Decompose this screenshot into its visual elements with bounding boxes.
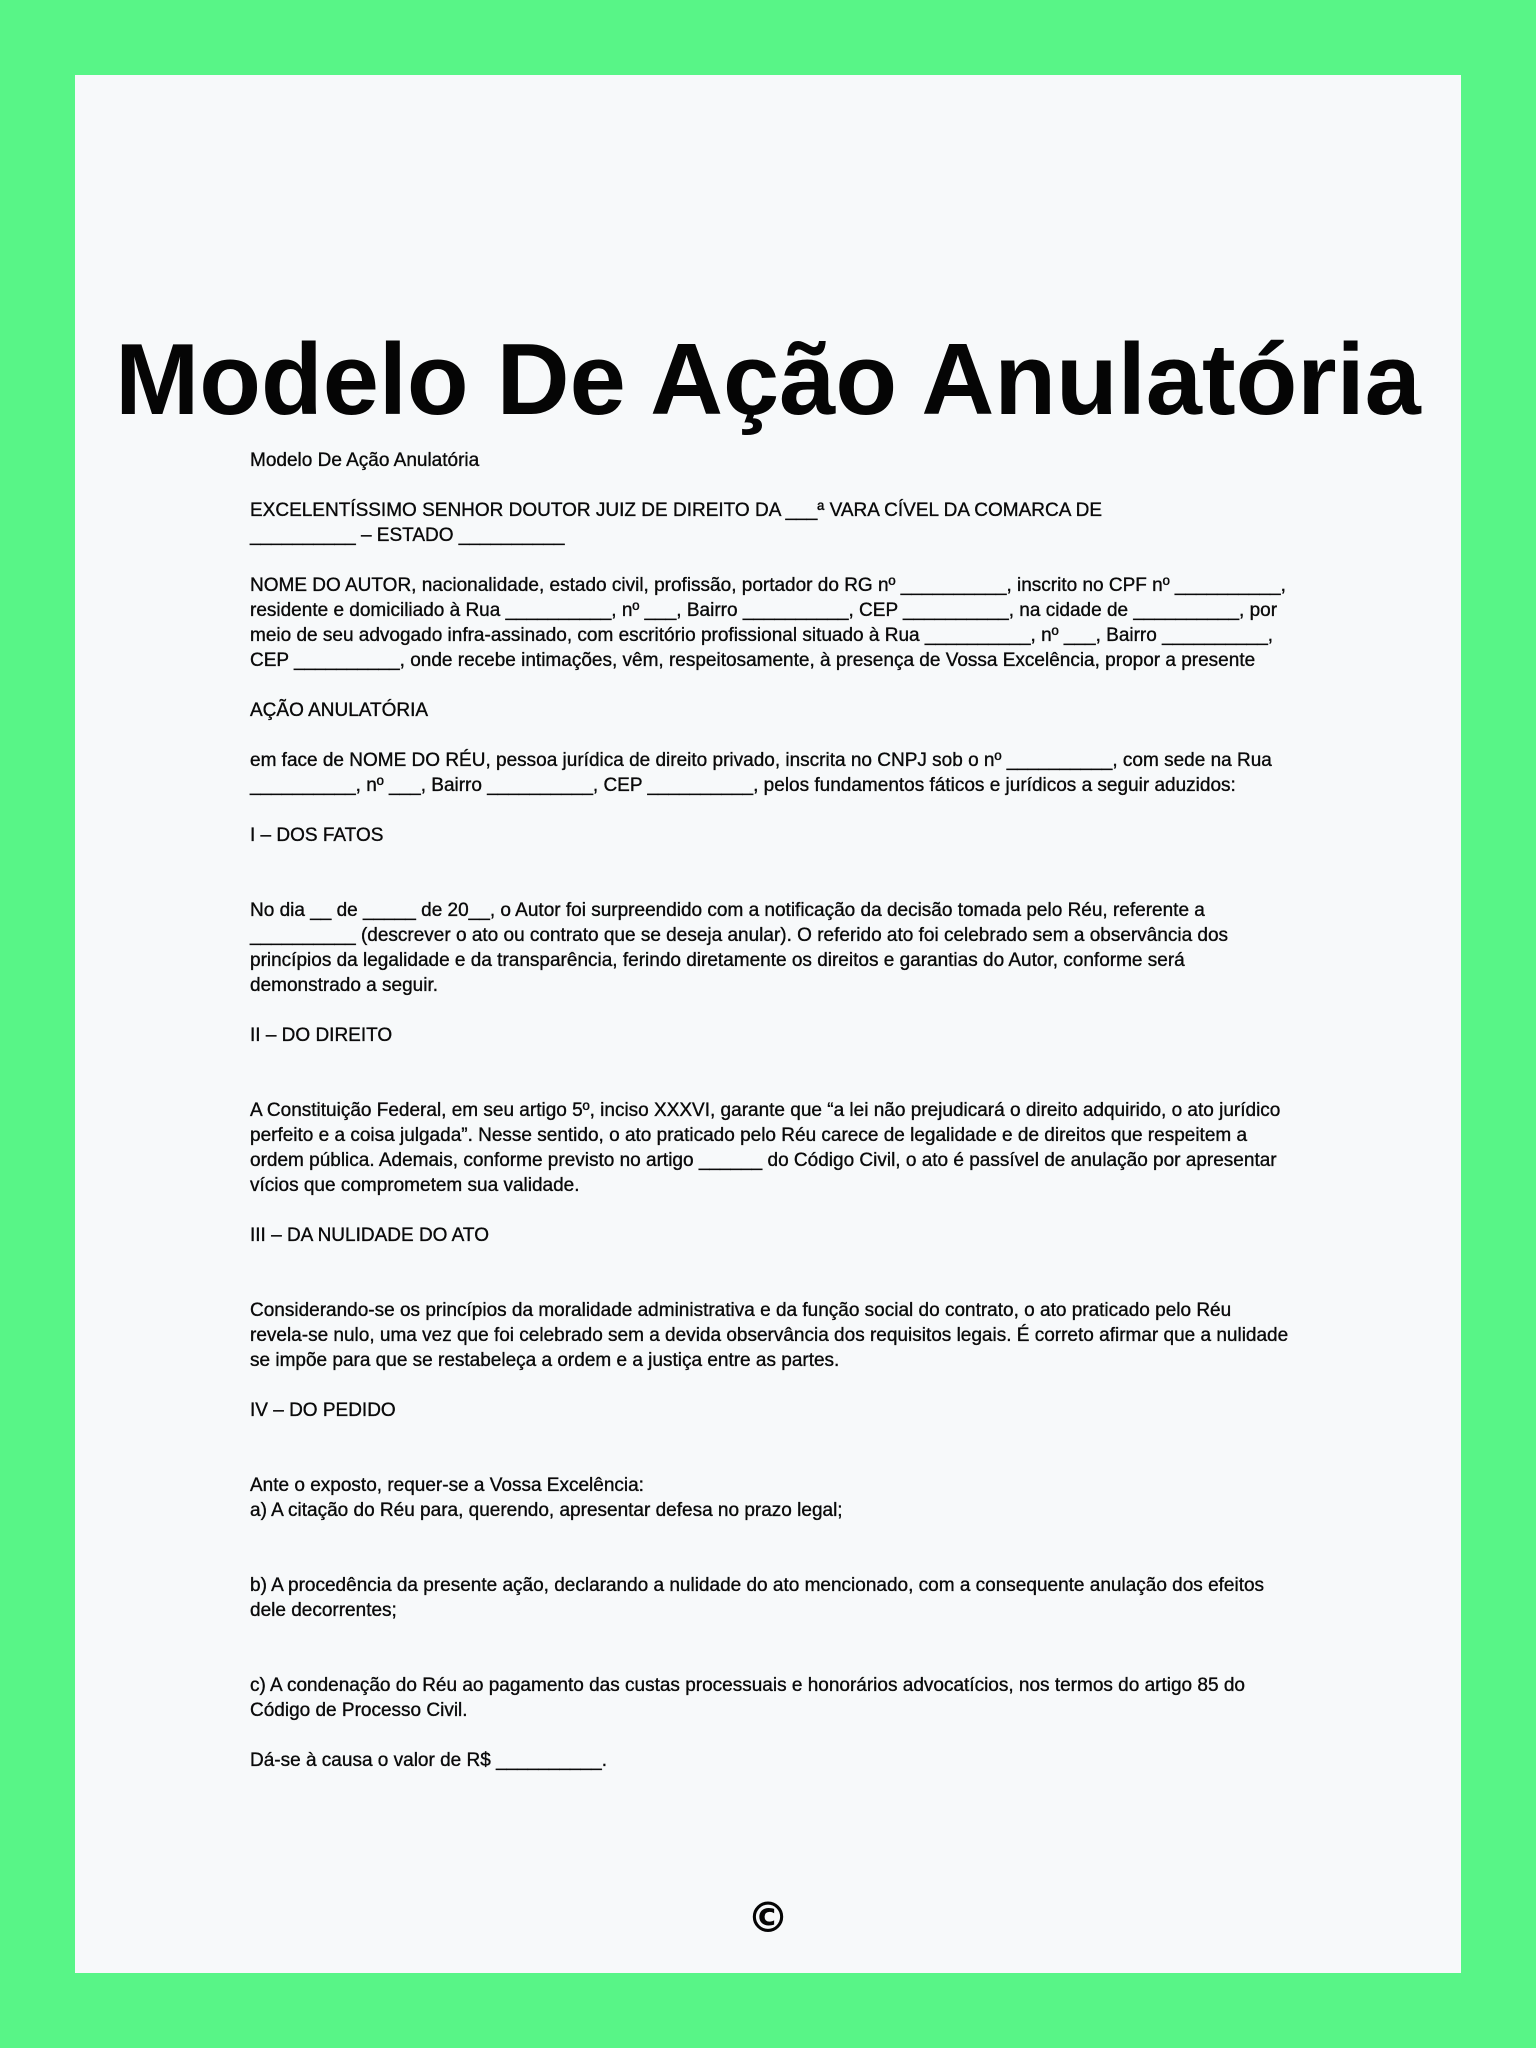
- request-intro: Ante o exposto, requer-se a Vossa Excelência:: [250, 1475, 644, 1496]
- defendant-paragraph: em face de NOME DO RÉU, pessoa jurídica de direito privado, inscrita no CNPJ sob o nº __________, com sede na Rua __________, nº ___, Bairro __________, CEP __________, pelos fundamentos fáticos e jurídicos a seguir aduzidos:: [250, 750, 1272, 796]
- addressee-line-1: EXCELENTÍSSIMO SENHOR DOUTOR JUIZ DE DIREITO DA ___ª VARA CÍVEL DA COMARCA DE: [250, 500, 1103, 521]
- nullity-paragraph: Considerando-se os princípios da moralidade administrativa e da função social do contrato, o ato praticado pelo Réu revela-se nulo, uma vez que foi celebrado sem a devida observância dos requisitos legais. É correto afirmar que a nulidade se impõe para que se restabeleça a ordem e a justiça entre as partes.: [250, 1300, 1289, 1371]
- section-heading-request: IV – DO PEDIDO: [250, 1400, 396, 1421]
- section-heading-nullity: III – DA NULIDADE DO ATO: [250, 1225, 489, 1246]
- request-item-a: a) A citação do Réu para, querendo, apresentar defesa no prazo legal;: [250, 1500, 843, 1521]
- document-body: [250, 448, 1290, 1773]
- document-page: [75, 75, 1461, 1973]
- section-heading-law: II – DO DIREITO: [250, 1025, 393, 1046]
- facts-paragraph: No dia __ de _____ de 20__, o Autor foi surpreendido com a notificação da decisão tomada pelo Réu, referente a __________ (descrever o ato ou contrato que se deseja anular). O referido ato foi celebrado sem a observância dos princípios da legalidade e da transparência, ferindo diretamente os direitos e garantias do Autor, conforme será demonstrado a seguir.: [250, 900, 1229, 996]
- addressee-line-2: __________ – ESTADO __________: [250, 525, 565, 546]
- copyright-icon: ©: [747, 1893, 789, 1942]
- request-item-b: b) A procedência da presente ação, declarando a nulidade do ato mencionado, com a consequente anulação dos efeitos dele decorrentes;: [250, 1575, 1265, 1621]
- page-title: Modelo De Ação Anulatória: [115, 324, 1421, 436]
- action-title: AÇÃO ANULATÓRIA: [250, 700, 429, 721]
- law-paragraph: A Constituição Federal, em seu artigo 5º, inciso XXXVI, garante que “a lei não prejudicará o direito adquirido, o ato jurídico perfeito e a coisa julgada”. Nesse sentido, o ato praticado pelo Réu carece de legalidade e de direitos que respeitem a ordem pública. Ademais, conforme previsto no artigo ______ do Código Civil, o ato é passível de anulação por apresentar vícios que comprometem sua validade.: [250, 1100, 1281, 1196]
- request-item-c: c) A condenação do Réu ao pagamento das custas processuais e honorários advocatícios, nos termos do artigo 85 do Código de Processo Civil.: [250, 1675, 1245, 1721]
- qualification-paragraph: NOME DO AUTOR, nacionalidade, estado civil, profissão, portador do RG nº __________, inscrito no CPF nº __________, residente e domiciliado à Rua __________, nº ___, Bairro __________, CEP __________, na cidade de __________, por meio de seu advogado infra-assinado, com escritório profissional situado à Rua __________, nº ___, Bairro __________, CEP __________, onde recebe intimações, vêm, respeitosamente, à presença de Vossa Excelência, propor a presente: [250, 575, 1286, 671]
- document-title: Modelo De Ação Anulatória: [250, 450, 480, 471]
- section-heading-facts: I – DOS FATOS: [250, 825, 384, 846]
- case-value: Dá-se à causa o valor de R$ __________.: [250, 1750, 608, 1771]
